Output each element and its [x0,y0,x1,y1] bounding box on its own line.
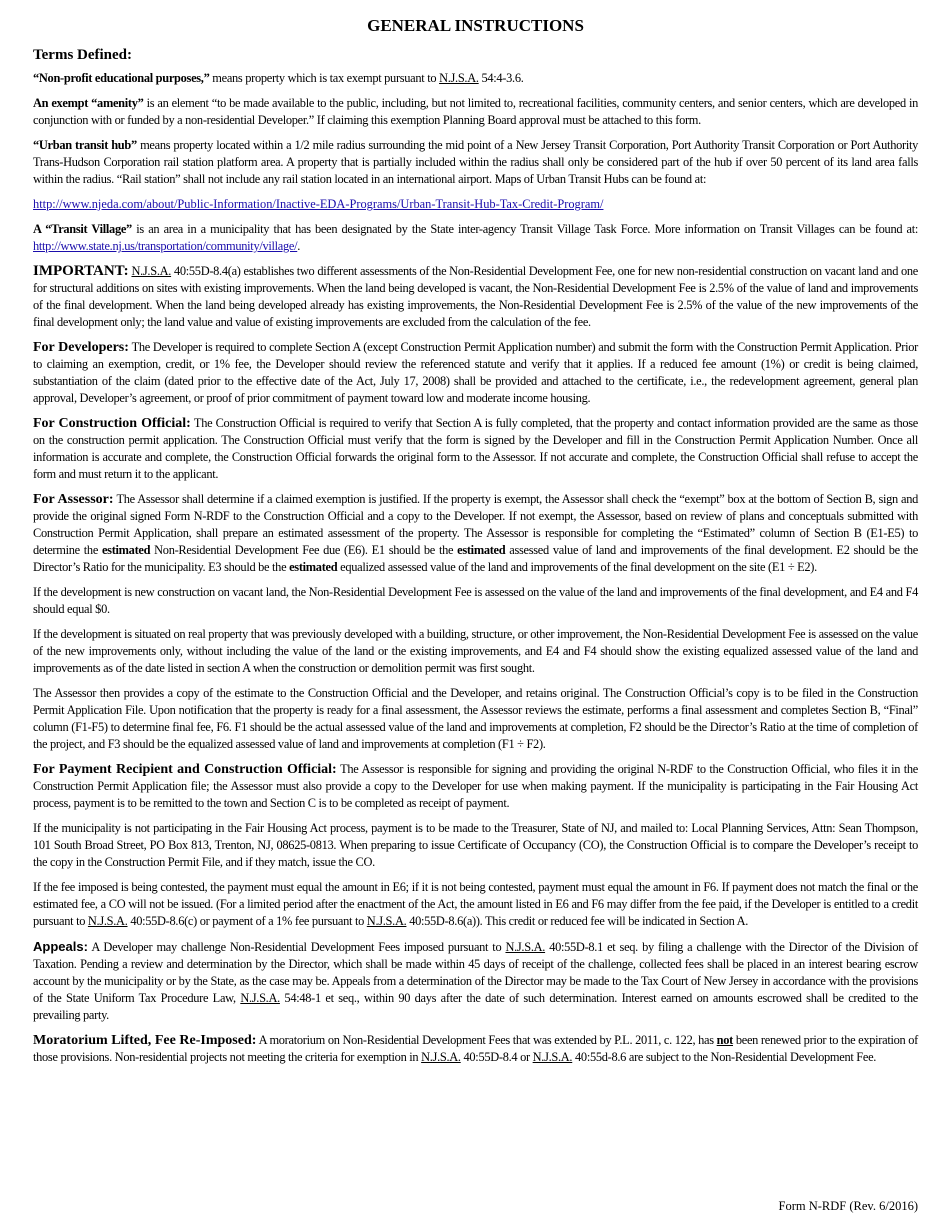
appeals-label: Appeals: [33,939,88,954]
assessor-vacant-land: If the development is new construction on vacant land, the Non-Residential Development Fee is assessed on the value of the land and improvements of the final development, and E4 and F4 should equal $0. [33,585,918,616]
assessor-final-assessment: The Assessor then provides a copy of the estimate to the Construction Official and the Developer, and retains original. The Construction Official’s copy is to be filed in the Construction Permit Application File. Upon notification that the property is ready for a final assessment, the Assessor reviews the estimate, performs a final assessment and completes Section B, “Final” column (F1-F5) to determine final fee, F6. F1 should be the actual assessed value of the land and improvements at completion, F2 should be the Director’s Ratio at the time of completion of the project, and F3 should be the equalized assessed value of land and improvements at completion (F1 ÷ F2). [33,686,918,751]
construction-official-section: For Construction Official: The Construction Official is required to verify that Section A is fully completed, that the property and contact information provided are the same as those on the construction permit application. The Construction Official must verify that the form is signed by the Developer and fill in the Construction Permit Application Number. Once all information is accurate and complete, the Construction Official forwards the original form to the Assessor. If not accurate and complete, the Construction Official shall refuse to accept the form and must return it to the applicant. [33,416,918,481]
urban-transit-hub-link-line [33,196,918,213]
term-amenity: An exempt “amenity” is an element “to be made available to the public, including, but not limited to, recreational facilities, community centers, and senior centers, which are developed in conjunction with or funded by a non-residential Developer.” If claiming this exemption Planning Board approval must be attached to this form. [33,96,919,127]
term-label: An exempt “amenity” [33,96,144,110]
payment-label: For Payment Recipient and Construction Official: [33,762,337,777]
term-label: “Urban transit hub” [33,138,137,152]
developers-label: For Developers: [33,340,129,355]
form-revision-footer: Form N-RDF (Rev. 6/2016) [778,1199,918,1213]
moratorium-label: Moratorium Lifted, Fee Re-Imposed: [33,1033,257,1048]
assessor-section: For Assessor: The Assessor shall determine if a claimed exemption is justified. If the property is exempt, the Assessor shall check the “exempt” box at the bottom of Section B, sign and provide the original signed Form N-RDF to the Construction Official and a copy to the Developer. If not exempt, the Assessor, based on review of plans and conceptuals submitted with Construction Permit Application, shall prepare an estimated assessment of the property. The Assessor is responsible for completing the “Estimated” column of Section B (E1-E5) to determine the estimated Non-Residential Development Fee due (E6). E1 should be the estimated assessed value of land and improvements of the final development. E2 should be the Director’s Ratio for the municipality. E3 should be the estimated equalized assessed value of the land and improvements of the final development on the site (E1 ÷ E2). [33,492,919,574]
assessor-label: For Assessor: [33,492,114,507]
statute-ref: N.J.S.A. [439,71,479,85]
page-title: GENERAL INSTRUCTIONS [367,16,584,35]
term-transit-village: A “Transit Village” is an area in a municipality that has been designated by the State inter-agency Transit Village Task Force. More information on Transit Villages can be found at: http://www.state.nj.us/transportation/community/village/. [33,222,919,253]
terms-heading: Terms Defined: [33,47,133,63]
term-label: A “Transit Village” [33,222,132,236]
urban-transit-hub-link[interactable]: http://www.njeda.com/about/Public-Information/Inactive-EDA-Programs/Urban-Transit-Hub-Tax-Credit-Program/ [33,197,604,211]
appeals-section: Appeals: A Developer may challenge Non-Residential Development Fees imposed pursuant to N.J.S.A. 40:55D-8.1 et seq. by filing a challenge with the Director of the Division of Taxation. Pending a review and determination by the Director, which shall be made within 45 days of receipt of the challenge, collected fees shall be placed in an interest bearing escrow account by the municipality or by the State, as the case may be. Appeals from a determination of the Director may be made to the Tax Court of New Jersey in accordance with the provisions of the State Uniform Tax Procedure Law, N.J.S.A. 54:48-1 et seq., within 90 days after the date of such determination. Interest earned on amounts escrowed shall be credited to the prevailing party. [33,939,918,1022]
assessor-previously-developed: If the development is situated on real property that was previously developed with a building, structure, or other improvement, the Non-Residential Development Fee is assessed on the value of the new improvements only, without including the value of the land or the existing improvements, and E4 and F4 should show the existing equalized assessed value of the land and improvements as of the date listed in section A when the construction or demolition permit was first sought. [33,627,918,675]
construction-official-label: For Construction Official: [33,416,191,431]
important-section: IMPORTANT: N.J.S.A. 40:55D-8.4(a) establishes two different assessments of the Non-Residential Development Fee, one for new non-residential construction on vacant land and one for structural additions on sites with existing improvements. When the land being developed is vacant, the Non-Residential Development Fee is 2.5% of the value of land and improvements of the final development. When the land being developed already has existing improvements, the Non-Residential Development Fee is 2.5% of the value of the new improvements of the final development only; the land value and value of existing improvements are excluded from the calculation of the fee. [33,263,918,329]
not-emphasis: not [716,1033,733,1047]
statute-ref: N.J.S.A. [505,940,546,954]
moratorium-section: Moratorium Lifted, Fee Re-Imposed: A moratorium on Non-Residential Development Fees that was extended by P.L. 2011, c. 122, has not been renewed prior to the expiration of those provisions. Non-residential projects not meeting the criteria for exemption in N.J.S.A. 40:55D-8.4 or N.J.S.A. 40:55d-8.6 are subject to the Non-Residential Development Fee. [33,1033,918,1064]
statute-ref: N.J.S.A. [131,264,172,278]
developers-section: For Developers: The Developer is required to complete Section A (except Construction Permit Application number) and submit the form with the Construction Permit Application. Prior to claiming an exemption, credit, or 1% fee, the Developer should review the referenced statute and verify that it applies. If a reduced fee amount (1%) or credit is being claimed, substantiation of the claim (dated prior to the effective date of the Act, July 17, 2008) shall be provided and attached to the certificate, i.e., the redevelopment agreement, general plan approval, Developer’s agreement, or proof of prior commitment of payment toward low and moderate income housing. [33,340,918,405]
payment-section: For Payment Recipient and Construction Official: The Assessor is responsible for signing and providing the original N-RDF to the Construction Official, who files it in the Construction Permit Application file; the Assessor must also provide a copy to the Developer for use when making payment. If the municipality is participating in the Fair Housing Act process, payment is to be remitted to the town and Section C is to be completed as receipt of payment. [33,762,919,810]
statute-ref: N.J.S.A. [240,991,280,1005]
statute-ref: N.J.S.A. [366,914,407,928]
payment-not-participating: If the municipality is not participating in the Fair Housing Act process, payment is to be made to the Treasurer, State of NJ, and mailed to: Local Planning Services, Attn: Sean Thompson, 101 South Broad Street, PO Box 813, Trenton, NJ, 08625-0813. When preparing to issue Certificate of Occupancy (CO), the Construction Official is to compare the Developer’s receipt to the copy in the Construction Permit File, and if they match, issue the CO. [33,821,918,869]
statute-ref: N.J.S.A. [532,1050,573,1064]
statute-ref: N.J.S.A. [87,914,128,928]
term-urban-transit-hub: “Urban transit hub” means property located within a 1/2 mile radius surrounding the mid point of a New Jersey Transit Corporation, Port Authority Transit Corporation or Port Authority Trans-Hudson Corporation rail station platform area. A property that is partially included within the radius shall only be considered part of the hub if over 50 percent of its land area falls within the radius. “Rail station” shall not include any rail station located in an international airport. Maps of Urban Transit Hubs can be found at: [33,138,918,186]
important-label: IMPORTANT: [33,263,129,279]
payment-contested: If the fee imposed is being contested, the payment must equal the amount in E6; if it is not being contested, payment must equal the amount in F6. If payment does not match the final or the estimated fee, a CO will not be issued. (For a limited period after the enactment of the Act, the amount listed in E6 and F6 may differ from the fee paid, if the Developer is entitled to a credit pursuant to N.J.S.A. 40:55D-8.6(c) or payment of a 1% fee pursuant to N.J.S.A. 40:55D-8.6(a)). This credit or reduced fee will be indicated in Section A. [33,880,918,928]
term-label: “Non-profit educational purposes,” [33,71,210,85]
term-nonprofit: “Non-profit educational purposes,” means property which is tax exempt pursuant to N.J.S.A. 54:4-3.6. [33,71,524,85]
statute-ref: N.J.S.A. [421,1050,461,1064]
instructions-page [33,14,918,1074]
transit-village-link[interactable]: http://www.state.nj.us/transportation/community/village/ [33,239,298,253]
